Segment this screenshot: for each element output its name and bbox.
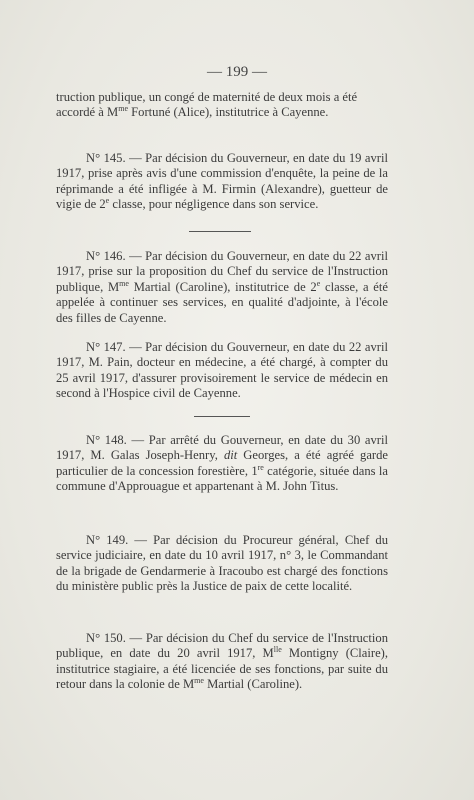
separator-rule <box>189 231 251 232</box>
superscript: e <box>105 196 110 206</box>
superscript: e <box>316 278 321 288</box>
page-number: — 199 — <box>207 64 267 80</box>
text: catégorie, située dans la commune d'Approuague et appartenant à M. John Titus. <box>56 463 389 494</box>
superscript: me <box>118 104 129 114</box>
text: N° 149. — Par décision du Procureur général, Chef du service judiciaire, en date du 10 avril 1917, n° 3, le Commandant de la brigade de Gendarmerie à Iracoubo est chargé des fonctions du ministère public près la Justice de paix de cette localité. <box>56 533 388 594</box>
paragraph-continuation <box>56 90 388 121</box>
text: Georges, a été agréé garde particulier de la concession forestière, 1 <box>56 448 388 478</box>
decision-146 <box>56 249 388 326</box>
text: Martial (Caroline), institutrice de 2 <box>128 279 317 294</box>
text: N° 150. — Par décision du Chef du service de l'Instruction publique, en date du 20 avril 1917, M <box>56 631 388 661</box>
text-line: truction publique, un congé de maternité de deux mois a été <box>56 90 358 104</box>
text: classe, pour négligence dans son service. <box>109 197 319 212</box>
decision-150 <box>56 631 388 693</box>
text: N° 148. — Par arrêté du Gouverneur, en date du 30 avril 1917, M. Galas Joseph-Henry, <box>56 433 388 463</box>
superscript: lle <box>273 645 282 655</box>
decision-149 <box>56 533 388 595</box>
text: N° 145. — Par décision du Gouverneur, en date du 19 avril 1917, prise après avis d'une commission d'enquête, la peine de la réprimande a été infligée à M. Firmin (Alexandre), guetteur de vigie de 2 <box>56 151 388 212</box>
text: classe, a été appelée à continuer ses services, en qualité d'adjointe, à l'école des filles de Cayenne. <box>56 279 388 325</box>
superscript: re <box>257 462 264 472</box>
text: Montigny (Claire), institutrice stagiaire, a été licenciée de ses fonctions, par suite du retour dans la colonie de M <box>56 646 389 692</box>
text: N° 146. — Par décision du Gouverneur, en date du 22 avril 1917, prise sur la proposition du Chef du service de l'Instruction publique, M <box>56 249 388 294</box>
superscript: me <box>119 278 129 288</box>
text: Martial (Caroline). <box>203 677 303 692</box>
text-line: Fortuné (Alice), institutrice à Cayenne. <box>128 105 329 120</box>
decision-148 <box>56 433 388 495</box>
superscript: me <box>194 676 204 686</box>
decision-145 <box>56 151 388 213</box>
text: N° 147. — Par décision du Gouverneur, en date du 22 avril 1917, M. Pain, docteur en médecine, a été chargé, à compter du 25 avril 1917, d'assurer provisoirement le service de médecin en second à l'Hospice civil de Cayenne. <box>56 340 388 401</box>
italic-text: dit <box>223 448 238 463</box>
separator-rule <box>194 416 250 417</box>
text-line: accordé à M <box>56 105 119 120</box>
decision-147 <box>56 340 388 402</box>
